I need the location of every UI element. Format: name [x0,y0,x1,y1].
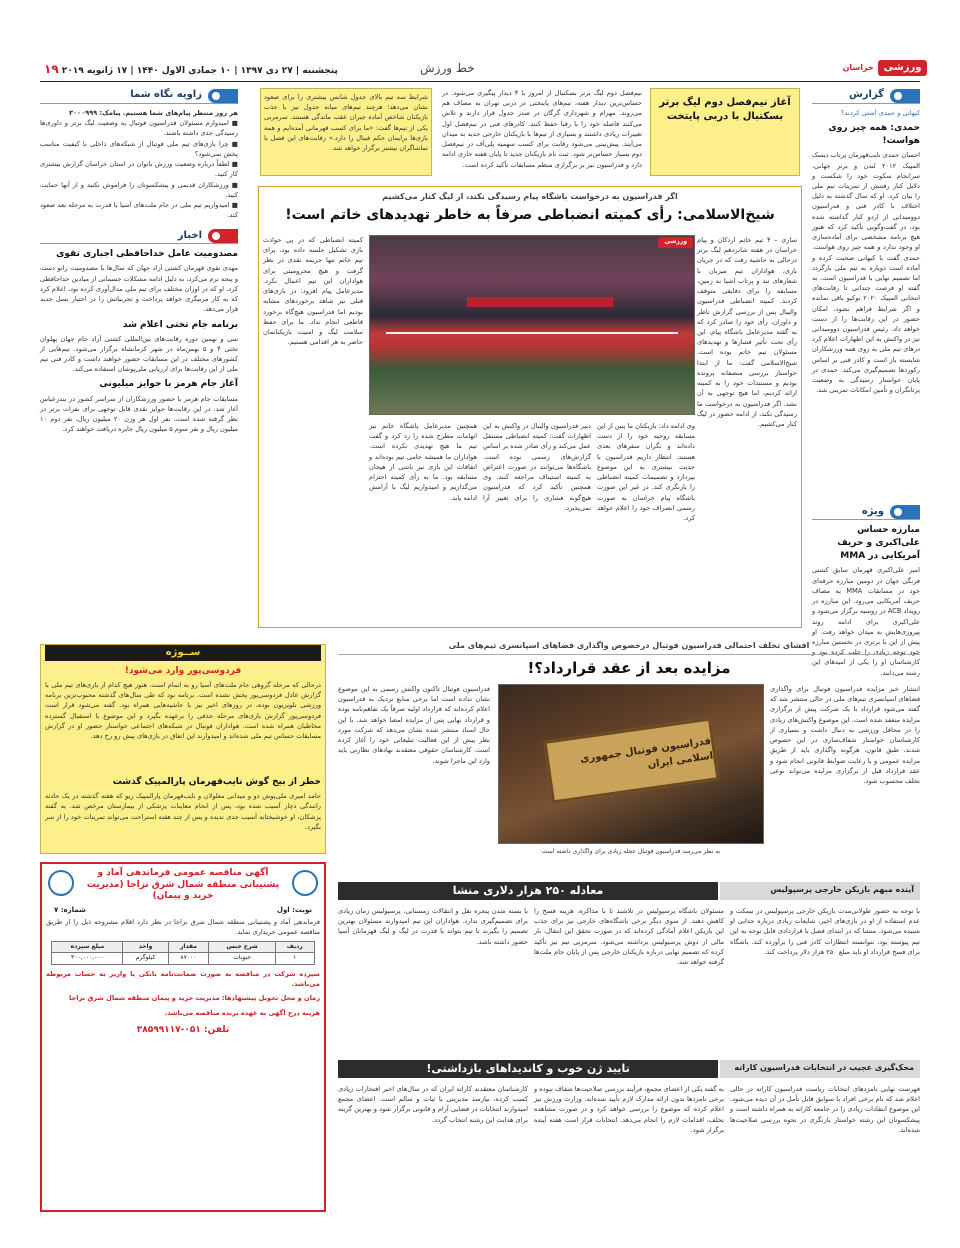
news-body-3: مسابقات جام هرمز با حضور ورزشکاران از سراسر کشور در بندرعباس آغاز شد. در این رقابت‌ها جوایز نقدی قابل توجهی برای نفرات برتر در نظر گرفته شده است. نفر اول هر وزن ۲۰ میلیون ریال، نفر دوم ۱۰ میلیون ریال و نفر سوم ۵ میلیون ریال جایزه دریافت خواهند کرد. [40,394,238,434]
sozheh-title-2: خطر از بیخ گوش نایب‌قهرمان پارالمپیک گذشت [112,777,321,788]
brand [842,58,922,78]
sozheh-headline: فردوسی‌پور وارد می‌شود! [124,666,242,676]
karate-body-3: کارشناسان معتقدند کاراته ایران که در سال‌های اخیر افتخارات زیادی کسب کرده، نیازمند مدیریتی با ثبات و سالم است. اعضای مجمع امیدوارند انتخابات در فضایی آرام و قانونی برگزار شود و بهترین گزینه برای هدایت این رشته انتخاب گردد. [338,1085,528,1124]
news-body-2: سی و نهمین دوره رقابت‌های بین‌المللی کشتی آزاد جام جهان پهلوان تختی ۴ و ۵ بهمن‌ماه در شهر کرمانشاه برگزار می‌شود. تیم‌هایی از کشورهای مختلف در این مسابقات حضور خواهند داشت و کادر فنی تیم ملی از این رقابت‌ها برای ارزیابی ملی‌پوشان استفاده می‌کند. [40,334,238,374]
report-headline: حمدی: همه چیز روی هواست! [828,123,920,147]
ad-cell: ۱ [276,953,315,965]
brand-sub: خراسان [842,63,874,73]
date-line [40,61,338,78]
sozheh-bar: ســوژه [45,645,321,661]
report-kicker: کیهانی و حمدی آشتی کردند؟ [841,109,920,117]
ad-meta [46,903,320,917]
ad-table-header [52,941,314,953]
volleyball-headline: شیخ‌الاسلامی: رأی کمیته انضباطی صرفاً به خاطر تهدیدهای خاتم است! [285,206,775,223]
photo-net [386,332,678,334]
report-tab-icon [890,89,920,103]
ad-note-3: هزینه درج آگهی به عهده برنده مناقصه می‌باشد. [164,1008,320,1017]
ad-table [51,941,314,965]
page-header [40,56,920,82]
ad-col-header: مبلغ سپرده [52,941,123,953]
report-tab [812,88,920,104]
persepolis-story [338,882,920,1052]
basketball-body: نیم‌فصل دوم لیگ برتر بسکتبال از امروز با ۴ دیدار پیگیری می‌شود. در حساس‌ترین دیدار هفته، تیم‌های پایتختی در دربی تهران به مصاف هم می‌روند. مهرام و شهرداری گرگان در صدر جدول قرار دارند و تلاش می‌کنند فاصله خود را با رقبا حفظ کنند. کادرهای فنی در نیم‌فصل اول تغییرات زیادی داشتند و بسیاری از تیم‌ها با بازیکنان خارجی جدید به میدان می‌آیند. پیش‌بینی می‌شود رقابت برای کسب سهمیه پلی‌آف در نیم‌فصل دوم بسیار حساس‌تر شود. ثبت نام بازیکنان جدید تا پایان هفته جاری ادامه دارد و فدراسیون نیز بر برگزاری منظم مسابقات تأکید کرده است. [442,89,643,169]
ad-cell: ۸۷۰۰۰ [168,953,209,965]
report-column [812,88,920,677]
persepolis-body-1: با توجه به حضور طولانی‌مدت بازیکن خارجی پرسپولیس در نیمکت و عدم استفاده از او در بازی‌های اخیر، شایعات زیادی درباره جدایی او شنیده می‌شود. منشا که در ابتدای فصل با قراردادی قابل توجه به این تیم پیوسته بود، نتوانسته انتظارات کادر فنی را برآورده کند. باشگاه برای فسخ قرارداد او باید مبلغ ۲۵۰ هزار دلار پرداخت کند. [730,907,920,956]
video-tab-title: ویژه [861,505,884,517]
photo-banner [467,297,613,307]
sozheh-body: درحالی که مرحله گروهی جام ملت‌های آسیا رو به اتمام است، هنوز هیچ کدام از بازی‌های تیم ملی با گزارش عادل فردوسی‌پور پخش نشده است. برنامه نود که طی سال‌های گذشته محبوب‌ترین برنامه ورزشی تلویزیون بوده، در روزهای اخیر نیز با حاشیه‌هایی همراه بود. گفته می‌شود قرار است فردوسی‌پور گزارش بازی‌های مرحله حذفی را برعهده بگیرد و این موضوع با استقبال گسترده مخاطبان همراه شده است. هواداران فوتبال در شبکه‌های اجتماعی خواستار حضور او در گزارش مسابقات حساس تیم ملی شده‌اند و امیدوارند این اتفاق در بازی‌های پیش رو رخ دهد. [45,681,321,741]
left-column [40,88,238,628]
karate-body-1: فهرست نهایی نامزدهای انتخابات ریاست فدراسیون کاراته در حالی اعلام شد که نام برخی افراد با سوابق قابل تأمل در آن دیده می‌شود. این موضوع انتقادات زیادی را در جامعه کاراته به همراه داشته است و پیشکسوتان این رشته خواستار بازنگری در نحوه بررسی صلاحیت‌ها شده‌اند. [730,1085,920,1134]
volleyball-story [258,186,802,628]
volleyball-subhead: اگر فدراسیون به درخواست باشگاه پیام رسیدگی نکند، از لیگ کنار می‌کشیم [382,192,678,201]
ad-col-header: مقدار [168,941,209,953]
basketball-title-box [650,88,800,176]
video-tab [812,504,920,520]
report-body: احسان حمدی نایب‌قهرمان پرتاب دیسک المپیک ۲۰۱۲ لندن و برنز جهانی، سرانجام سکوت خود را شکست و دلایل کنار رفتنش از تمرینات تیم ملی را بیان کرد. او که سال گذشته به دلیل اختلاف با کادر فنی و فدراسیون دوومیدانی از اردو کنار گذاشته شده بود، در گفت‌وگویی تأکید کرد که هنوز هیچ برنامه مشخصی برای آماده‌سازی او وجود ندارد و همه چیز روی هواست. حمدی گفت با کیهانی صحبت کرده و آماده است دوباره به تیم ملی بازگردد اما تصمیم نهایی با فدراسیون است. به گفته او فرصت چندانی تا رقابت‌های انتخابی المپیک ۲۰۲۰ توکیو باقی نمانده و اگر شرایط فراهم نشود، امکان حضور در این رقابت‌ها را از دست خواهد داد. رئیس فدراسیون دوومیدانی نیز در واکنش به این اظهارات اعلام کرد درهای تیم ملی به روی همه ورزشکاران شایسته باز است و کادر فنی بر اساس رکوردها تصمیم‌گیری می‌کند. حمدی در پایان خواستار رسیدگی به وضعیت پرتابگران و تأمین امکانات تمرینی شد. [812,151,920,395]
persepolis-kicker: آینده مبهم بازیکن خارجی پرسپولیس [720,882,920,900]
volleyball-body-2: کمیته انضباطی که در پی حوادث بازی تشکیل جلسه داده بود، برای تیم خاتم تنها جریمه نقدی در نظر گرفت و هیچ محرومیتی برای هواداران این تیم اعمال نکرد. مدیرعامل پیام افزود: در بازی‌های قبلی نیز شاهد برخوردهای مشابه بودیم اما فدراسیون هیچ‌گاه برخورد قاطعی انجام نداد. ما برای حفظ سلامت لیگ و امنیت بازیکنانمان حاضر به هر اقدامی هستیم. [263,236,363,347]
karate-story [338,1060,920,1216]
ad-col-header: شرح جنس [209,941,276,953]
federation-sign: فدراسیون فوتبال جمهوری اسلامی ایران [543,718,719,804]
video-body: امیر علی‌اکبری قهرمان سابق کشتی فرنگی جهان در دومین مبارزه حرفه‌ای خود در مسابقات MMA به مصاف حریف آمریکایی می‌رود. این مبارزه در رویداد ACB در روسیه برگزار می‌شود و علی‌اکبری برای ادامه روند پیروزی‌هایش به میدان خواهد رفت. او پیش از این با برتری در نخستین مبارزه خود توجه زیادی را جلب کرده بود و کارشناسان او را یکی از امیدهای این رشته می‌دانند. [812,566,920,677]
karate-body-2: به گفته یکی از اعضای مجمع، فرآیند بررسی صلاحیت‌ها شفاف نبوده و برخی نامزدها بدون ارائه مدارک لازم تأیید شده‌اند. وزارت ورزش نیز اعلام کرده که موضوع را بررسی خواهد کرد و در صورت مشاهده تخلف، اقدامات لازم را انجام می‌دهد. انتخابات قرار است هفته آینده برگزار شود. [534,1085,724,1134]
ad-col-header: واحد [123,941,168,953]
ad-note-1: سپرده شرکت در مناقصه به صورت ضمانت‌نامه بانکی یا واریز به حساب مربوطه می‌باشد. [46,970,320,989]
volleyball-body-3: وی ادامه داد: بازیکنان ما پس از این مسابقه روحیه خود را از دست داده‌اند و نگران سفرهای بعدی هستند. انتظار داریم فدراسیون با جدیت بیشتری به این موضوع بپردازد و تصمیمات کمیته انضباطی را بازنگری کند. در غیر این صورت باشگاه پیام خراسان به صورت رسمی انصراف خود را اعلام خواهد کرد. [597,422,695,522]
ad-cell: کیلوگرم [123,953,168,965]
news-title-2: برنامه جام تختی اعلام شد [122,319,238,330]
news-title-3: آغاز جام هرمز با جوایز میلیونی [99,379,238,390]
ad-cell: حبوبات [209,953,276,965]
sozheh-box [40,644,326,854]
news-tab [40,228,238,244]
video-tab-icon [890,505,920,519]
ad-number: شماره: ۷ [54,906,86,915]
karate-headline: تایید ژن خوب و کاندیداهای بازداشتی! [338,1060,718,1078]
ad-note-2: زمان و محل تحویل پیشنهادها: مدیریت خرید و پیمان منطقه شمال شرق نزاجا [69,994,320,1003]
date-text: پنجشنبه | ۲۷ دی ۱۳۹۷ | ۱۰ جمادی الاول ۱۴۴۰ | ۱۷ ژانویه ۲۰۱۹ [61,66,338,76]
volleyball-body-4: دبیر فدراسیون والیبال در واکنش به این اظهارات گفت: کمیته انضباطی مستقل عمل می‌کند و رأی صادر شده بر اساس گزارش‌های رسمی بوده است. باشگاه‌ها می‌توانند در صورت اعتراض به کمیته استیناف مراجعه کنند. وی همچنین تأکید کرد که فدراسیون هیچ‌گونه فشاری را برای تغییر آرا نمی‌پذیرد. [483,422,591,512]
viewpoint-item: ■ امیدواریم تیم ملی در جام ملت‌های آسیا با قدرت به مرحله بعد صعود کند. [40,200,238,220]
viewpoint-tab-icon [208,89,238,103]
persepolis-body-2: مسئولان باشگاه پرسپولیس در تلاشند تا با مذاکره، هزینه فسخ را کاهش دهند. از سوی دیگر برخی باشگاه‌های خارجی نیز برای جذب این بازیکن اعلام آمادگی کرده‌اند که در صورت تحقق این انتقال، بار مالی از دوش پرسپولیس برداشته می‌شود. سرمربی تیم نیز تأکید کرده که تصمیم نهایی درباره بازیکنان خارجی پس از پایان جام ملت‌ها گرفته خواهد شد. [534,907,724,967]
auction-caption: به نظر می‌رسد فدراسیون فوتبال عجله زیادی برای واگذاری داشته است [541,848,721,855]
viewpoint-intro: هر روز منتظر پیام‌های شما هستیم. پیامک: ۳۰۰۰۹۹۹ [69,109,238,117]
auction-photo [498,684,764,844]
viewpoint-item: ■ امیدوارم مسئولان فدراسیون فوتبال به وضعیت لیگ برتر و داوری‌ها رسیدگی جدی داشته باشند. [40,119,238,138]
ad-round: نوبت: اول [276,906,312,915]
table-row [52,953,314,965]
ad-cell: ۳۰۰,۰۰۰,۰۰۰ [52,953,123,965]
news-body-1: مهدی تقوی قهرمان کشتی آزاد جهان که سال‌ها با مصدومیت زانو دست و پنجه نرم می‌کرد، به دلیل ادامه مشکلات جسمانی از میادین خداحافظی کرد. او که در اوزان مختلف برای تیم ملی مدال‌آوری کرده بود، اعلام کرد که به کار مربیگری خواهد پرداخت و تجربیاتش را در اختیار نسل جدید قرار می‌دهد. [40,264,238,314]
persepolis-body-3: با بسته شدن پنجره نقل و انتقالات زمستانی، پرسپولیس زمان زیادی برای تصمیم‌گیری ندارد. هواداران این تیم امیدوارند مسئولان بهترین تصمیم را بگیرند تا تیم بتواند با قدرت در لیگ و لیگ قهرمانان آسیا حضور داشته باشد. [338,907,528,946]
emblem-icon [292,870,318,896]
emblem-icon [48,870,74,896]
viewpoint-tab-title: زاویه نگاه شما [130,89,202,101]
volleyball-body-1: ساری – ۴ تیم خاتم اردکان و پیام خراسان در هفته شانزدهم لیگ برتر درحالی به حاشیه رفت که در جریان بازی، هواداران تیم میزبان با شعارهای تند و پرتاب اشیا به زمین، مسابقه را برای دقایقی متوقف کردند. کمیته انضباطی فدراسیون والیبال پس از بررسی گزارش ناظر و داوران، رأی خود را صادر کرد که به گفته مدیرعامل باشگاه پیام، این رأی تحت تأثیر فشارها و تهدیدهای مسئولان تیم خاتم بوده است. شیخ‌الاسلامی گفت: ما از ابتدا خواستار بررسی منصفانه پرونده بودیم و مستندات خود را به کمیته ارائه کردیم، اما هیچ توجهی به آن نشد. اگر فدراسیون به درخواست ما رسیدگی نکند، از ادامه حضور در لیگ کنار می‌کشیم. [697,236,798,428]
news-title-1: مصدومیت عامل خداحافظی اجباری تقوی [56,249,238,260]
auction-story [338,640,920,876]
volleyball-body-5: همچنین مدیرعامل باشگاه خاتم نیز اتهامات مطرح شده را رد کرد و گفت تیم ما هیچ تهدیدی نکرده است. هواداران ما همیشه حامی تیم بوده‌اند و اتفاقات این بازی نیز ناشی از هیجان مسابقه بود. ما به رأی کمیته احترام می‌گذاریم و امیدواریم لیگ با آرامش ادامه یابد. [369,422,477,502]
basketball-strip [260,86,800,186]
viewpoint-list [40,118,238,220]
volleyball-photo [369,235,695,415]
auction-body-2: فدراسیون فوتبال تاکنون واکنش رسمی به این موضوع نشان نداده است اما برخی منابع نزدیک به فدراسیون اعلام کرده‌اند که قرارداد اولیه صرفاً یک تفاهم‌نامه بوده و قرارداد نهایی پس از مزایده امضا خواهد شد. با این حال اسناد منتشر شده نشان می‌دهد که شرکت مورد نظر پیش از این فعالیت تبلیغاتی خود را آغاز کرده است. کارشناسان حقوقی معتقدند نهادهای نظارتی باید وارد این ماجرا شوند. [338,685,490,765]
volleyball-badge: ورزشی [658,237,693,248]
ad-phone: تلفن: ۰۵۱-۳۸۵۹۹۱۱۷ [136,1024,230,1035]
basketball-body-2: شرایط سه تیم بالای جدول شانس بیشتری را برای صعود نشان می‌دهد؛ هرچند تیم‌های میانه جدول نیز با جذب بازیکنان شاخص آماده جبران عقب ماندگی هستند. سرمربی یکی از تیم‌ها گفت: «ما برای کسب قهرمانی آمده‌ایم و همه بازی‌ها برایمان حکم فینال را دارد.» رقابت‌های این فصل با تماشاگران بیشتر برگزار خواهد شد. [260,88,432,176]
news-tab-title: اخبار [177,229,202,241]
persepolis-headline: معادله ۲۵۰ هزار دلاری منشا [338,882,718,900]
report-tab-title: گزارش [848,89,884,101]
karate-kicker: محک‌گیری عجیب در انتخابات فدراسیون کاراته [720,1060,920,1078]
basketball-headline: آغاز نیم‌فصل دوم لیگ برتر بسکتبال با دربی پایتخت [659,97,791,122]
viewpoint-item: ■ لطفاً درباره وضعیت ورزش بانوان در استان خراسان گزارش بیشتری کار کنید. [40,160,238,179]
auction-body-1: انتشار خبر مزایده فدراسیون فوتبال برای واگذاری فضاهای اسپانسری تیم‌های ملی در حالی منتشر شد که گفته می‌شود قرارداد با یک شرکت پیش از برگزاری مزایده منعقد شده است. این موضوع واکنش‌های زیادی را در محافل ورزشی به دنبال داشت و بسیاری از کارشناسان خواستار شفاف‌سازی در این خصوص شدند. طبق قانون، هرگونه واگذاری باید از طریق مزایده عمومی و با رعایت ضوابط قانونی انجام شود و عقد قرارداد قبل از برگزاری مزایده می‌تواند نوعی تخلف محسوب شود. [770,685,920,785]
news-tab-icon [208,229,238,243]
page-number: ۱۹ [44,62,59,76]
tender-ad [40,862,326,1212]
viewpoint-tab [40,88,238,104]
auction-kicker: افشای تخلف احتمالی فدراسیون فوتبال درخصوص واگذاری فضاهای اسپانسری تیم‌های ملی [338,640,920,655]
brand-logo: ورزشی [878,60,928,77]
video-headline: مبارزه حساس علی‌اکبری و حریف آمریکایی در MMA [837,525,920,562]
sozheh-body-2: حامد امیری ملی‌پوش دو و میدانی معلولان و نایب‌قهرمان پارالمپیک ریو که هفته گذشته در یک حادثه رانندگی دچار آسیب شده بود، پس از انجام معاینات پزشکی از بیمارستان مرخص شد. به گفته پزشکان، او خوشبختانه آسیب جدی ندیده و پس از چند هفته استراحت می‌تواند تمرینات خود را از سر بگیرد. [45,792,321,831]
ad-intro: فرماندهی آماد و پشتیبانی منطقه شمال شرق نزاجا در نظر دارد اقلام مشروحه ذیل را از طریق مناقصه عمومی خریداری نماید. [46,918,320,937]
newspaper-page [40,56,920,1216]
masthead-mid: خط ورزش [420,61,475,75]
viewpoint-item: ■ چرا بازی‌های تیم ملی فوتبال از شبکه‌های داخلی با کیفیت مناسب پخش نمی‌شود؟ [40,139,238,158]
auction-headline: مزایده بعد از عقد قرارداد؟! [527,658,731,677]
ad-title: آگهی مناقصه عمومی فرماندهی آماد و پشتیبانی منطقه شمال شرق نزاجا (مدیریت خرید و پیمان) [86,868,280,902]
viewpoint-item: ■ ورزشکاران قدیمی و پیشکسوتان را فراموش نکنید و از آنها حمایت کنید. [40,180,238,199]
ad-col-header: ردیف [276,941,315,953]
